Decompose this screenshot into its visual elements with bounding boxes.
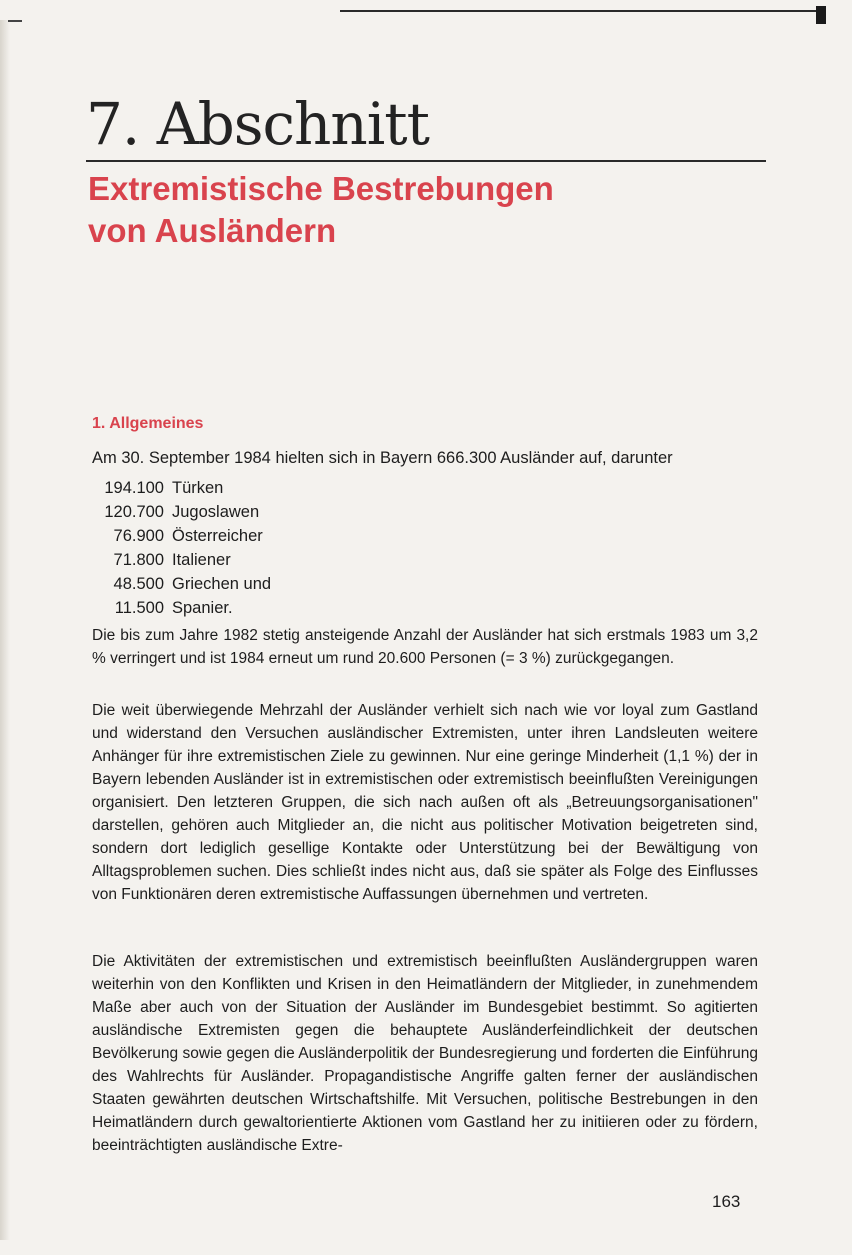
nationality-count: 11.500 [114,599,164,617]
scan-left-mark [8,20,22,22]
section-title: 7. Abschnitt [86,90,429,158]
nationality-name: Griechen und [172,575,272,593]
list-item [92,524,271,548]
nationality-list [92,476,271,620]
nationality-count: 120.700 [104,503,164,521]
subsection-heading: 1. Allgemeines [92,415,204,432]
list-item [92,476,271,500]
nationality-count: 194.100 [104,479,164,497]
list-item [92,596,271,620]
nationality-name: Österreicher [172,527,263,545]
section-subtitle [88,168,554,252]
nationality-name: Türken [172,479,224,497]
nationality-name: Italiener [172,551,231,569]
scan-left-edge [0,20,10,1240]
nationality-count: 71.800 [113,551,164,569]
list-item [92,500,271,524]
scan-corner-mark [816,6,826,24]
list-item [92,572,271,596]
nationality-name: Jugoslawen [172,503,260,521]
intro-sentence: Am 30. September 1984 hielten sich in Bayern 666.300 Ausländer auf, darunter [92,449,673,467]
nationality-count: 48.500 [113,575,164,593]
scan-top-line [340,10,818,12]
nationality-count: 76.900 [113,527,164,545]
list-item [92,548,271,572]
paragraph-loyalty: Die weit überwiegende Mehrzahl der Ausländer verhielt sich nach wie vor loyal zum Gastland und widerstand den Versuchen ausländischer Extremisten, unter ihren Landsleuten weitere Anhänger für ihre extremistischen Ziele zu gewinnen. Nur eine geringe Minderheit (1,1 %) der in Bayern lebenden Ausländer ist in extremistischen oder extremistisch beeinflußten Vereinigungen organisiert. Den letzteren Gruppen, die sich nach außen oft als „Betreuungsorganisationen" darstellen, gehören auch Mitglieder an, die nicht aus politischer Motivation beigetreten sind, sondern dort lediglich gesellige Kontakte oder Unterstützung bei der Bewältigung von Alltagsproblemen suchen. Dies schließt indes nicht aus, daß sie später als Folge des Einflusses von Funktionären deren extremistische Auffassungen übernehmen und vertreten. [92,702,758,903]
paragraph-activities: Die Aktivitäten der extremistischen und extremistisch beeinflußten Ausländergruppen waren weiterhin von den Konflikten und Krisen in den Heimatländern der Mitglieder, in zunehmendem Maße aber auch von der Situation der Ausländer im Bundesgebiet bestimmt. So agitierten ausländische Extremisten gegen die behauptete Ausländerfeindlichkeit der deutschen Bevölkerung sowie gegen die Ausländerpolitik der Bundesregierung und forderten die Einführung des Wahlrechts für Ausländer. Propagandistische Angriffe galten ferner der ausländischen Staaten gewährten deutschen Wirtschaftshilfe. Mit Versuchen, politische Bestrebungen in den Heimatländern durch gewaltorientierte Aktionen vom Gastland her zu initiieren oder zu fördern, beeinträchtigten ausländische Extre- [92,953,758,1154]
subtitle-line-1: Extremistische Bestrebungen [88,170,554,207]
page-number: 163 [712,1192,741,1211]
title-rule [86,160,766,162]
nationality-name: Spanier. [172,599,233,617]
subtitle-line-2: von Ausländern [88,212,337,249]
paragraph-population-change: Die bis zum Jahre 1982 stetig ansteigende Anzahl der Ausländer hat sich erstmals 1983 um 3,2 % verringert und ist 1984 erneut um rund 20.600 Personen (= 3 %) zurückgegangen. [92,627,758,667]
